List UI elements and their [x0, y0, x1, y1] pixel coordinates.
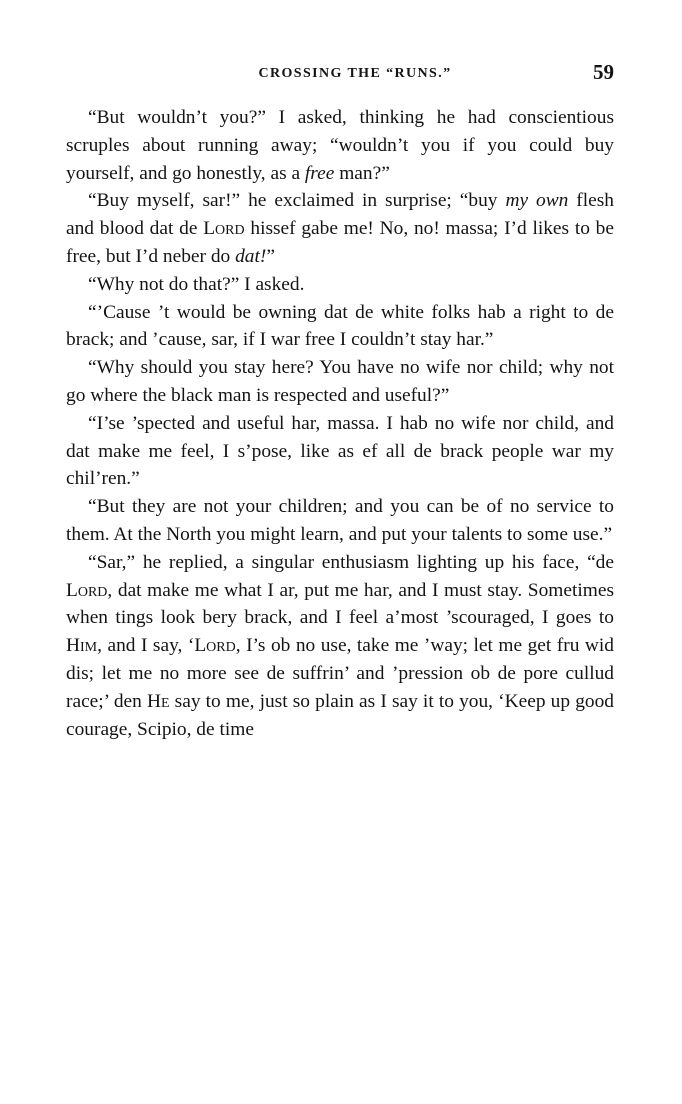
text-run: “’Cause ’t would be owning dat de white folks hab a right to de brack; and ’cause, sar, if I war free I couldn’t stay har.”: [66, 301, 614, 351]
italic-run: my own: [505, 190, 569, 212]
text-run: , and I say, ‘: [97, 635, 195, 657]
text-run: ”: [266, 245, 275, 267]
small-caps-run: He: [146, 690, 170, 712]
paragraph: [66, 410, 614, 493]
paragraph: [66, 271, 614, 299]
paragraph: [66, 104, 614, 187]
text-run: , dat make me what I ar, put me har, and I must stay. Sometimes when tings look bery brack, and I feel a’most ’scouraged, I goes to: [66, 579, 614, 629]
paragraph: [66, 354, 614, 410]
paragraph: [66, 493, 614, 549]
text-run: “I’se ’spected and useful har, massa. I hab no wife nor child, and dat make me feel, I s’pose, like as ef all de brack people war my chil’ren.”: [66, 412, 614, 490]
running-head: [66, 58, 614, 98]
italic-run: dat!: [235, 245, 267, 267]
paragraph: [66, 299, 614, 355]
text-run: man?”: [334, 162, 390, 184]
text-run: hissef gabe me! No, no! massa; I’d likes to be free, but I’d neber do: [66, 218, 614, 267]
running-title: CROSSING THE “RUNS.”: [258, 66, 452, 81]
small-caps-run: Him: [66, 635, 98, 657]
paragraph: [66, 549, 614, 744]
text-run: , I’s ob no use, take me ’way; let me get fru wid dis; let me no more see de suffrin’ and ’pression ob de pore cullud race;’ den: [66, 635, 614, 712]
book-page: [66, 58, 614, 743]
paragraph: [66, 187, 614, 270]
text-run: “Buy myself, sar!” he exclaimed in surprise; “buy: [88, 190, 506, 212]
italic-run: free: [304, 162, 335, 184]
text-run: flesh and blood dat de: [66, 190, 614, 240]
text-run: “But they are not your children; and you can be of no service to them. At the North you might learn, and put your talents to some use.”: [66, 496, 614, 545]
text-run: “But wouldn’t you?” I asked, thinking he had conscientious scruples about running away; “wouldn’t you if you could buy yourself, and go honestly, as a: [66, 107, 614, 184]
small-caps-run: Lord: [194, 635, 236, 657]
small-caps-run: Lord: [66, 579, 108, 601]
text-run: “Sar,” he replied, a singular enthusiasm lighting up his face, “de: [88, 551, 614, 573]
text-run: “Why should you stay here? You have no wife nor child; why not go where the black man is respected and useful?”: [66, 357, 614, 406]
body-text: [66, 104, 614, 743]
text-run: “Why not do that?” I asked.: [88, 273, 305, 295]
small-caps-run: Lord: [203, 218, 245, 240]
page-number: 59: [593, 60, 614, 84]
text-run: say to me, just so plain as I say it to you, ‘Keep up good courage, Scipio, de time: [66, 690, 614, 740]
